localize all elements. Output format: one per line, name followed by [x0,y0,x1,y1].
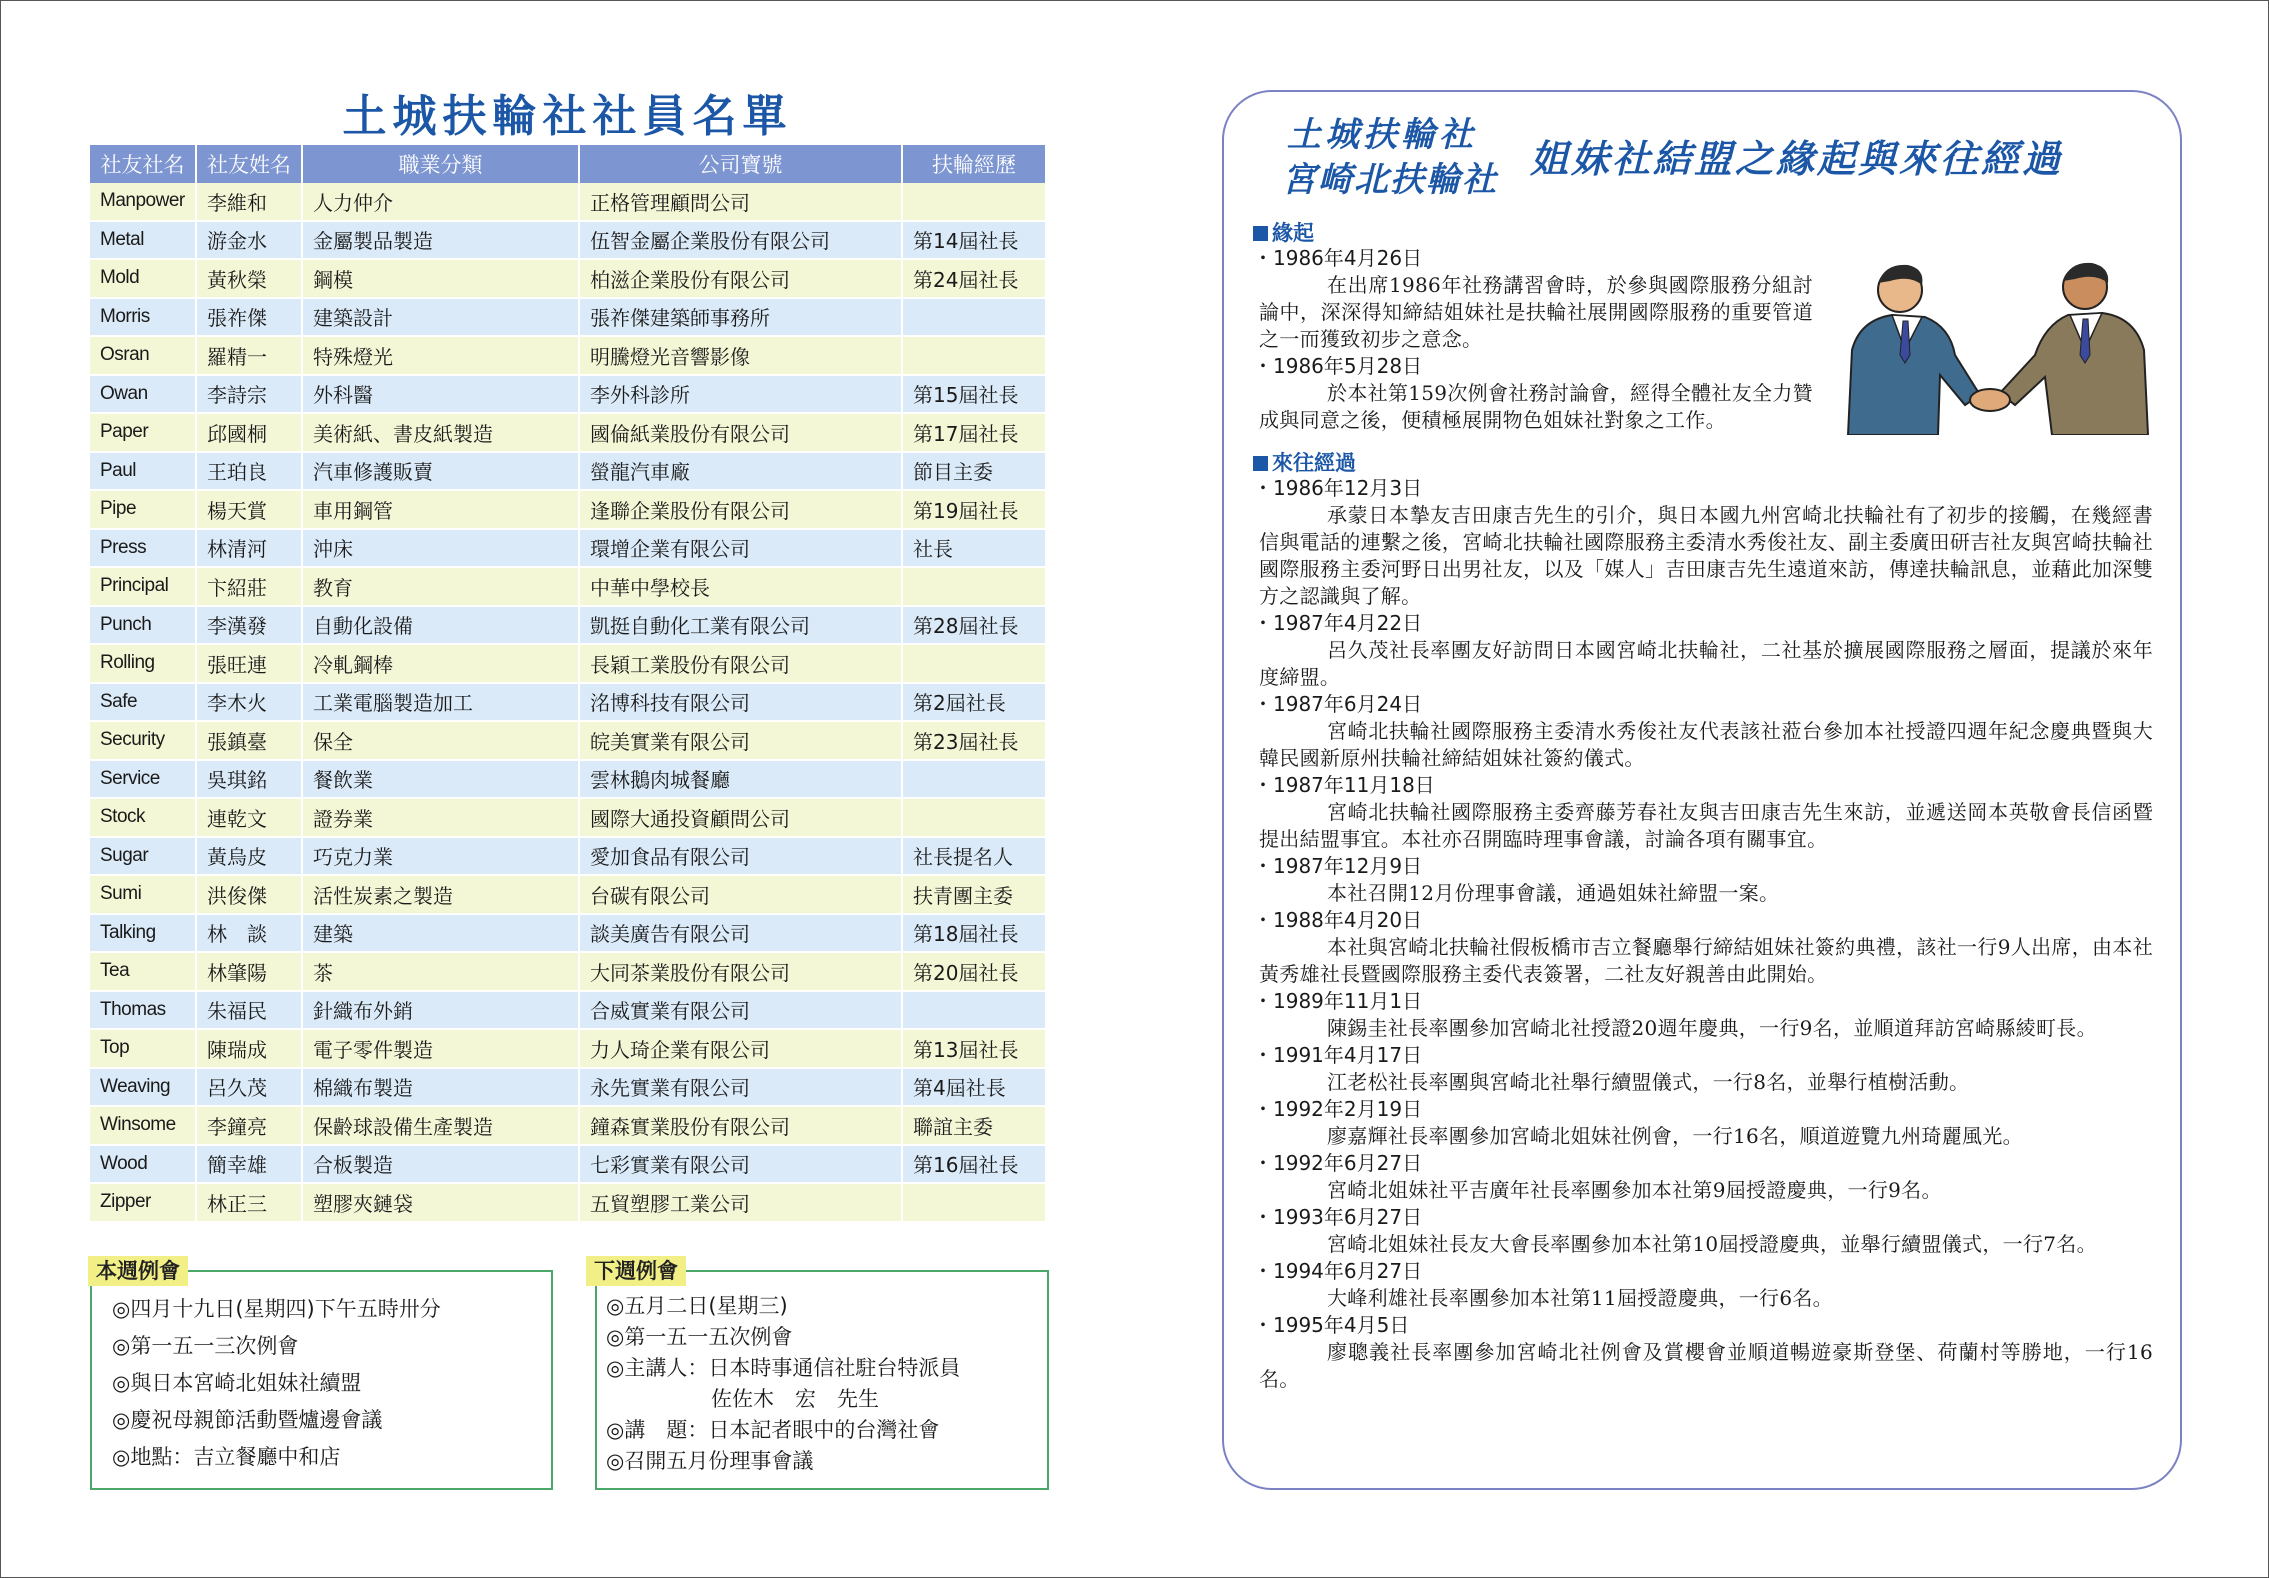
cell-rotary-history: 第19屆社長 [902,490,1046,529]
entry-date: ・1986年5月28日 [1253,354,1423,378]
cell-rotary-history: 聯誼主委 [902,1106,1046,1145]
list-item: ◎主講人：日本時事通信社駐台特派員 [606,1356,961,1380]
cell-profession: 保全 [302,721,579,760]
table-row [90,221,1046,260]
list-item: ◎講 題：日本記者眼中的台灣社會 [606,1418,940,1442]
entry-date: ・1992年6月27日 [1253,1151,1423,1175]
cell-company: 螢龍汽車廠 [579,452,902,491]
entry-date: ・1987年12月9日 [1253,854,1423,878]
cell-profession: 針織布外銷 [302,991,579,1030]
entry-date: ・1992年2月19日 [1253,1097,1423,1121]
entry-text: 呂久茂社長率團友好訪問日本國宮崎北扶輪社，二社基於擴展國際服務之層面，提議於來年度締盟。 [1259,638,2153,689]
cell-member-name: 黃烏皮 [196,837,302,876]
cell-company: 凱挺自動化工業有限公司 [579,606,902,645]
table-row [90,1145,1046,1184]
cell-profession: 建築 [302,914,579,953]
cell-profession: 教育 [302,567,579,606]
roster-title: 土城扶輪社社員名單 [342,91,793,142]
col-header-company: 公司寶號 [579,145,902,183]
cell-member-name: 李詩宗 [196,375,302,414]
cell-member-name: 朱福民 [196,991,302,1030]
list-item: ◎第一五一五次例會 [606,1325,793,1349]
cell-company: 力人琦企業有限公司 [579,1029,902,1068]
cell-member-name: 林正三 [196,1183,302,1222]
cell-rotary-history: 第20屆社長 [902,952,1046,991]
cell-company: 明騰燈光音響影像 [579,336,902,375]
cell-rotary-history: 節目主委 [902,452,1046,491]
table-row [90,798,1046,837]
member-roster-table [90,145,1047,1223]
origin-entries [1253,245,1813,434]
entry-date: ・1986年12月3日 [1253,476,1423,500]
cell-member-name: 張旺連 [196,644,302,683]
table-row [90,529,1046,568]
table-row [90,375,1046,414]
table-row [90,298,1046,337]
cell-company: 柏滋企業股份有限公司 [579,259,902,298]
this-week-meeting-lines [112,1291,441,1476]
cell-member-name: 李維和 [196,183,302,221]
table-row [90,259,1046,298]
cell-rotary-name: Talking [90,914,196,953]
cell-profession: 汽車修護販賣 [302,452,579,491]
cell-profession: 金屬製品製造 [302,221,579,260]
section-heading-history-label: 來往經過 [1272,451,1356,475]
cell-rotary-name: Rolling [90,644,196,683]
cell-company: 伍智金屬企業股份有限公司 [579,221,902,260]
cell-member-name: 簡幸雄 [196,1145,302,1184]
entry-date: ・1989年11月1日 [1253,989,1423,1013]
cell-rotary-history [902,991,1046,1030]
cell-rotary-history: 第17屆社長 [902,413,1046,452]
club-name-miyazaki-north: 宮崎北扶輪社 [1282,160,1498,200]
entry-text: 宮崎北姐妹社長友大會長率團參加本社第10屆授證慶典，並舉行續盟儀式，一行7名。 [1327,1232,2097,1256]
cell-profession: 塑膠夾鏈袋 [302,1183,579,1222]
cell-rotary-name: Press [90,529,196,568]
entry-date: ・1993年6月27日 [1253,1205,1423,1229]
cell-rotary-history: 第16屆社長 [902,1145,1046,1184]
cell-rotary-history [902,1183,1046,1222]
table-header-row [90,145,1046,183]
cell-rotary-name: Paper [90,413,196,452]
cell-company: 環增企業有限公司 [579,529,902,568]
cell-rotary-name: Paul [90,452,196,491]
col-header-rotary-name: 社友社名 [90,145,196,183]
cell-rotary-name: Security [90,721,196,760]
section-heading-origin [1253,217,1314,247]
cell-rotary-history: 第2屆社長 [902,683,1046,722]
cell-profession: 人力仲介 [302,183,579,221]
cell-rotary-history: 第14屆社長 [902,221,1046,260]
cell-member-name: 呂久茂 [196,1068,302,1107]
entry-text: 於本社第159次例會社務討論會，經得全體社友全力贊成與同意之後，便積極展開物色姐妹社對象之工作。 [1259,381,1813,432]
entry-text: 廖嘉輝社長率團參加宮崎北姐妹社例會，一行16名，順道遊覽九州琦麗風光。 [1327,1124,2023,1148]
cell-rotary-history [902,567,1046,606]
cell-profession: 建築設計 [302,298,579,337]
cell-member-name: 李木火 [196,683,302,722]
entry-text: 宮崎北扶輪社國際服務主委齊藤芳春社友與吉田康吉先生來訪，並遞送岡本英敬會長信函暨提出結盟事宜。本社亦召開臨時理事會議，討論各項有關事宜。 [1259,800,2153,851]
table-row [90,1068,1046,1107]
next-week-meeting-lines [606,1291,960,1477]
this-week-meeting-label: 本週例會 [88,1256,188,1286]
cell-company: 談美廣告有限公司 [579,914,902,953]
article-title: 姐妹社結盟之緣起與來往經過 [1530,137,2064,181]
entry-date: ・1987年11月18日 [1253,773,1435,797]
table-row [90,567,1046,606]
square-bullet-icon [1253,226,1268,241]
cell-rotary-history: 第18屆社長 [902,914,1046,953]
cell-rotary-name: Top [90,1029,196,1068]
cell-member-name: 邱國桐 [196,413,302,452]
cell-member-name: 李漢發 [196,606,302,645]
cell-profession: 茶 [302,952,579,991]
cell-profession: 外科醫 [302,375,579,414]
list-item: ◎召開五月份理事會議 [606,1449,814,1473]
square-bullet-icon [1253,456,1268,471]
cell-rotary-name: Manpower [90,183,196,221]
cell-company: 七彩實業有限公司 [579,1145,902,1184]
list-item: ◎四月十九日(星期四)下午五時卅分 [112,1297,441,1321]
cell-rotary-history: 第13屆社長 [902,1029,1046,1068]
entry-date: ・1995年4月5日 [1253,1313,1410,1337]
cell-profession: 活性炭素之製造 [302,875,579,914]
table-row [90,336,1046,375]
cell-company: 鐘森實業股份有限公司 [579,1106,902,1145]
cell-rotary-name: Service [90,760,196,799]
cell-rotary-history [902,644,1046,683]
cell-profession: 棉織布製造 [302,1068,579,1107]
table-row [90,721,1046,760]
cell-company: 李外科診所 [579,375,902,414]
section-heading-history [1253,447,1356,477]
cell-rotary-name: Metal [90,221,196,260]
entry-text: 大峰利雄社長率團參加本社第11屆授證慶典，一行6名。 [1327,1286,1833,1310]
cell-rotary-history: 第15屆社長 [902,375,1046,414]
cell-profession: 合板製造 [302,1145,579,1184]
list-item: ◎五月二日(星期三) [606,1294,788,1318]
cell-profession: 美術紙、書皮紙製造 [302,413,579,452]
table-row [90,644,1046,683]
table-row [90,413,1046,452]
entry-text: 陳錫圭社長率團參加宮崎北社授證20週年慶典，一行9名，並順道拜訪宮崎縣綾町長。 [1327,1016,2097,1040]
cell-rotary-history: 扶青團主委 [902,875,1046,914]
cell-profession: 電子零件製造 [302,1029,579,1068]
section-heading-origin-label: 緣起 [1272,221,1314,245]
cell-company: 永先實業有限公司 [579,1068,902,1107]
entry-text: 江老松社長率團與宮崎北社舉行續盟儀式，一行8名，並舉行植樹活動。 [1327,1070,1970,1094]
cell-company: 長穎工業股份有限公司 [579,644,902,683]
table-row [90,606,1046,645]
cell-rotary-name: Morris [90,298,196,337]
cell-rotary-name: Wood [90,1145,196,1184]
cell-company: 洺博科技有限公司 [579,683,902,722]
cell-company: 張祚傑建築師事務所 [579,298,902,337]
cell-rotary-history [902,760,1046,799]
roster-body [90,183,1046,1222]
cell-profession: 自動化設備 [302,606,579,645]
cell-rotary-name: Stock [90,798,196,837]
cell-rotary-history [902,336,1046,375]
cell-rotary-name: Winsome [90,1106,196,1145]
cell-rotary-name: Sugar [90,837,196,876]
table-row [90,1029,1046,1068]
table-row [90,452,1046,491]
table-row [90,837,1046,876]
entry-text: 本社召開12月份理事會議，通過姐妹社締盟一案。 [1327,881,1780,905]
list-item: ◎地點：吉立餐廳中和店 [112,1445,341,1469]
cell-member-name: 游金水 [196,221,302,260]
cell-member-name: 李鐘亮 [196,1106,302,1145]
cell-rotary-name: Tea [90,952,196,991]
cell-company: 愛加食品有限公司 [579,837,902,876]
handshake-illustration-icon [1830,255,2160,435]
cell-member-name: 陳瑞成 [196,1029,302,1068]
table-row [90,914,1046,953]
cell-profession: 工業電腦製造加工 [302,683,579,722]
col-header-profession: 職業分類 [302,145,579,183]
cell-member-name: 連乾文 [196,798,302,837]
cell-rotary-history: 第4屆社長 [902,1068,1046,1107]
cell-rotary-name: Weaving [90,1068,196,1107]
cell-rotary-history [902,183,1046,221]
cell-company: 國倫紙業股份有限公司 [579,413,902,452]
cell-company: 正格管理顧問公司 [579,183,902,221]
cell-member-name: 王珀良 [196,452,302,491]
cell-company: 皖美實業有限公司 [579,721,902,760]
cell-member-name: 楊天賞 [196,490,302,529]
next-week-meeting-label: 下週例會 [586,1256,686,1286]
table-row [90,490,1046,529]
table-row [90,183,1046,221]
table-row [90,683,1046,722]
cell-profession: 冷軋鋼棒 [302,644,579,683]
cell-rotary-name: Punch [90,606,196,645]
entry-text: 廖聰義社長率團參加宮崎北社例會及賞櫻會並順道暢遊豪斯登堡、荷蘭村等勝地，一行16名。 [1259,1340,2153,1391]
entry-date: ・1987年4月22日 [1253,611,1423,635]
cell-profession: 沖床 [302,529,579,568]
entry-date: ・1986年4月26日 [1253,246,1423,270]
cell-rotary-history [902,298,1046,337]
table-row [90,991,1046,1030]
cell-company: 五貿塑膠工業公司 [579,1183,902,1222]
cell-rotary-name: Safe [90,683,196,722]
table-row [90,1183,1046,1222]
entry-date: ・1987年6月24日 [1253,692,1423,716]
list-item: ◎慶祝母親節活動暨爐邊會議 [112,1408,383,1432]
cell-rotary-name: Mold [90,259,196,298]
table-row [90,1106,1046,1145]
entry-date: ・1988年4月20日 [1253,908,1423,932]
entry-text: 在出席1986年社務講習會時，於參與國際服務分組討論中，深深得知締結姐妹社是扶輪社展開國際服務的重要管道之一而獲致初步之意念。 [1259,273,1813,351]
list-item: ◎第一五一三次例會 [112,1334,299,1358]
cell-rotary-name: Sumi [90,875,196,914]
cell-rotary-name: Zipper [90,1183,196,1222]
cell-profession: 保齡球設備生產製造 [302,1106,579,1145]
cell-rotary-history: 社長提名人 [902,837,1046,876]
cell-profession: 巧克力業 [302,837,579,876]
cell-member-name: 林 談 [196,914,302,953]
cell-rotary-history: 第28屆社長 [902,606,1046,645]
cell-company: 國際大通投資顧問公司 [579,798,902,837]
table-row [90,875,1046,914]
cell-member-name: 吳琪銘 [196,760,302,799]
list-item: 佐佐木 宏 先生 [606,1387,879,1411]
cell-profession: 證券業 [302,798,579,837]
cell-rotary-history: 第23屆社長 [902,721,1046,760]
col-header-member-name: 社友姓名 [196,145,302,183]
cell-company: 中華中學校長 [579,567,902,606]
col-header-rotary-history: 扶輪經歷 [902,145,1046,183]
cell-member-name: 張鎮臺 [196,721,302,760]
table-row [90,952,1046,991]
entry-text: 宮崎北扶輪社國際服務主委清水秀俊社友代表該社蒞台參加本社授證四週年紀念慶典暨與大韓民國新原州扶輪社締結姐妹社簽約儀式。 [1259,719,2153,770]
list-item: ◎與日本宮崎北姐妹社續盟 [112,1371,362,1395]
history-entries [1253,475,2153,1393]
cell-profession: 餐飲業 [302,760,579,799]
cell-member-name: 卞紹莊 [196,567,302,606]
cell-rotary-history: 第24屆社長 [902,259,1046,298]
cell-member-name: 羅精一 [196,336,302,375]
cell-rotary-name: Osran [90,336,196,375]
entry-text: 本社與宮崎北扶輪社假板橋市吉立餐廳舉行締結姐妹社簽約典禮，該社一行9人出席，由本社黃秀雄社長暨國際服務主委代表簽署，二社友好親善由此開始。 [1259,935,2153,986]
cell-profession: 車用鋼管 [302,490,579,529]
cell-member-name: 林清河 [196,529,302,568]
cell-company: 台碳有限公司 [579,875,902,914]
cell-company: 合威實業有限公司 [579,991,902,1030]
entry-date: ・1991年4月17日 [1253,1043,1423,1067]
cell-profession: 鋼模 [302,259,579,298]
club-name-tucheng: 土城扶輪社 [1287,115,1477,155]
cell-company: 雲林鵝肉城餐廳 [579,760,902,799]
cell-member-name: 林肇陽 [196,952,302,991]
entry-text: 承蒙日本摯友吉田康吉先生的引介，與日本國九州宮崎北扶輪社有了初步的接觸，在幾經書信與電話的連繫之後，宮崎北扶輪社國際服務主委清水秀俊社友、副主委廣田研吉社友與宮崎扶輪社國際服務主委河野日出男社友，以及「媒人」吉田康吉先生遠道來訪，傳達扶輪訊息，並藉此加深雙方之認識與了解。 [1259,503,2153,608]
cell-member-name: 張祚傑 [196,298,302,337]
cell-member-name: 洪俊傑 [196,875,302,914]
cell-member-name: 黃秋榮 [196,259,302,298]
cell-rotary-name: Owan [90,375,196,414]
cell-rotary-name: Pipe [90,490,196,529]
entry-date: ・1994年6月27日 [1253,1259,1423,1283]
cell-profession: 特殊燈光 [302,336,579,375]
cell-rotary-name: Principal [90,567,196,606]
cell-company: 逢聯企業股份有限公司 [579,490,902,529]
cell-rotary-history [902,798,1046,837]
entry-text: 宮崎北姐妹社平吉廣年社長率團參加本社第9屆授證慶典，一行9名。 [1327,1178,1942,1202]
cell-rotary-name: Thomas [90,991,196,1030]
table-row [90,760,1046,799]
cell-company: 大同茶業股份有限公司 [579,952,902,991]
cell-rotary-history: 社長 [902,529,1046,568]
